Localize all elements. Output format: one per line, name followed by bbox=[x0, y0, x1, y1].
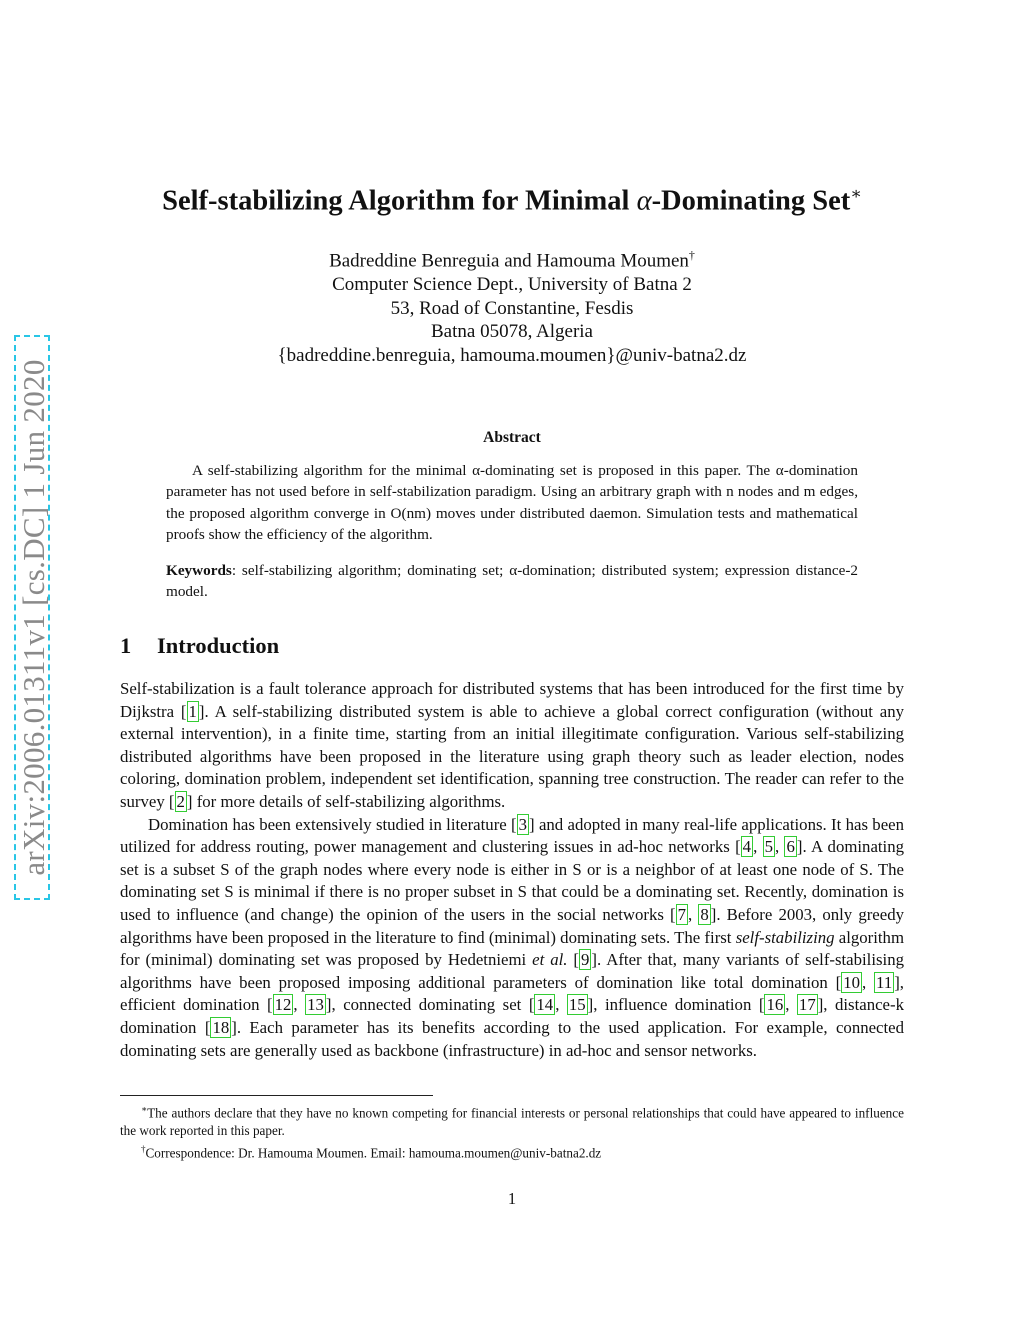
section-number: 1 bbox=[120, 633, 132, 658]
alpha-symbol: α bbox=[636, 185, 652, 217]
keywords-text: : self-stabilizing algorithm; dominating set; α-domination; distributed system; expression distance-2 model. bbox=[166, 562, 858, 601]
footnote-1: ∗The authors declare that they have no known competing for financial interests or personal relationships that could have appeared to influence the work reported in this paper. bbox=[120, 1104, 904, 1139]
title-footnote-mark: ∗ bbox=[850, 184, 862, 203]
citation-link[interactable]: 16 bbox=[766, 995, 784, 1015]
author-department: Computer Science Dept., University of Batna 2 bbox=[332, 273, 692, 295]
citation-link[interactable]: 12 bbox=[274, 995, 292, 1015]
intro-paragraph-2: Domination has been extensively studied in literature [ 3 ] and adopted in many real-life applications. It has been utilized for address routing, power management and clustering issues in ad-hoc networks [ 4 , 5 , 6 ]. A dominating set is a subset S of the graph nodes where every node is either in S or is a neighbor of at least one node of S. The dominating set S is minimal if there is no proper subset in S that could be a dominating set. Recently, domination is used to influence (and change) the opinion of the users in the social networks [ 7 , 8 ]. Before 2003, only greedy algorithms have been proposed in the literature to find (minimal) dominating sets. The first self-stabilizing algorithm for (minimal) dominating set was proposed by Hedetniemi et al. [ 9 ]. After that, many variants of self-stabilising algorithms have been proposed imposing additional parameters of domination like total domination [ 10 , 11 ], efficient domination [ 12 , 13 ], connected dominating set [ 14 , 15 ], influence domination [ 16 , 17 ], distance-k domination [ 18 ]. Each parameter has its benefits according to the used application. For example, connected dominating sets are generally used as backbone (infrastructure) in ad-hoc and sensor networks. bbox=[120, 814, 905, 1060]
citation-link[interactable]: 13 bbox=[307, 995, 324, 1015]
citation-link[interactable]: 5 bbox=[764, 837, 773, 857]
introduction-body bbox=[120, 678, 904, 1062]
citation-link[interactable]: 14 bbox=[536, 995, 554, 1015]
author-names: Badreddine Benreguia and Hamouma Moumen† bbox=[329, 248, 695, 272]
page-number: 1 bbox=[507, 1189, 517, 1208]
keywords-label: Keywords bbox=[166, 562, 232, 579]
citation-link[interactable]: 17 bbox=[798, 995, 816, 1015]
author-footnote-mark: † bbox=[688, 248, 695, 262]
author-email: {badreddine.benreguia, hamouma.moumen}@univ-batna2.dz bbox=[277, 344, 747, 366]
author-block bbox=[120, 244, 904, 367]
citation-link[interactable]: 6 bbox=[786, 837, 795, 857]
citation-link[interactable]: 9 bbox=[581, 950, 590, 970]
citation-link[interactable]: 7 bbox=[677, 904, 687, 924]
citation-link[interactable]: 4 bbox=[742, 837, 752, 857]
footnotes bbox=[120, 1100, 904, 1163]
author-address-line-1: 53, Road of Constantine, Fesdis bbox=[390, 297, 634, 319]
citation-link[interactable]: 10 bbox=[843, 972, 861, 992]
arxiv-identifier-stamp[interactable]: arXiv:2006.01311v1 [cs.DC] 1 Jun 2020 bbox=[14, 335, 50, 900]
section-heading-introduction bbox=[120, 633, 279, 659]
abstract-body bbox=[166, 460, 858, 546]
citation-link[interactable]: 8 bbox=[700, 904, 709, 924]
section-title: Introduction bbox=[157, 633, 280, 658]
footnote-divider bbox=[120, 1095, 433, 1096]
keywords bbox=[166, 560, 858, 603]
intro-paragraph-1: Self-stabilization is a fault tolerance approach for distributed systems that has been introduced for the first time by Dijkstra [ 1 ]. A self-stabilizing distributed system is able to achieve a global correct configuration (without any external intervention), in a finite time, starting from an initial illegitimate configuration. Various self-stabilizing distributed algorithms have been proposed in the literature using graph theory such as leader election, nodes coloring, domination problem, independent set identification, spanning tree construction. The reader can refer to the survey [ 2 ] for more details of self-stabilizing algorithms. bbox=[120, 679, 904, 811]
citation-link[interactable]: 1 bbox=[188, 701, 197, 721]
citation-link[interactable]: 3 bbox=[518, 814, 528, 834]
paper-title: Self-stabilizing Algorithm for Minimal α-Dominating Set∗ bbox=[162, 184, 862, 217]
citation-link[interactable]: 18 bbox=[212, 1017, 230, 1037]
footnote-2: †Correspondence: Dr. Hamouma Moumen. Email: hamouma.moumen@univ-batna2.dz bbox=[141, 1144, 602, 1161]
abstract-text: A self-stabilizing algorithm for the minimal α-dominating set is proposed in this paper. The α-domination parameter has not used before in self-stabilization paradigm. Using an arbitrary graph with n nodes and m edges, the proposed algorithm converge in O(nm) moves under distributed daemon. Simulation tests and mathematical proofs show the efficiency of the algorithm. bbox=[166, 462, 858, 544]
abstract-heading: Abstract bbox=[483, 429, 541, 446]
citation-link[interactable]: 2 bbox=[176, 791, 185, 811]
citation-link[interactable]: 15 bbox=[568, 995, 586, 1015]
author-address-line-2: Batna 05078, Algeria bbox=[431, 321, 593, 343]
citation-link[interactable]: 11 bbox=[876, 972, 893, 992]
